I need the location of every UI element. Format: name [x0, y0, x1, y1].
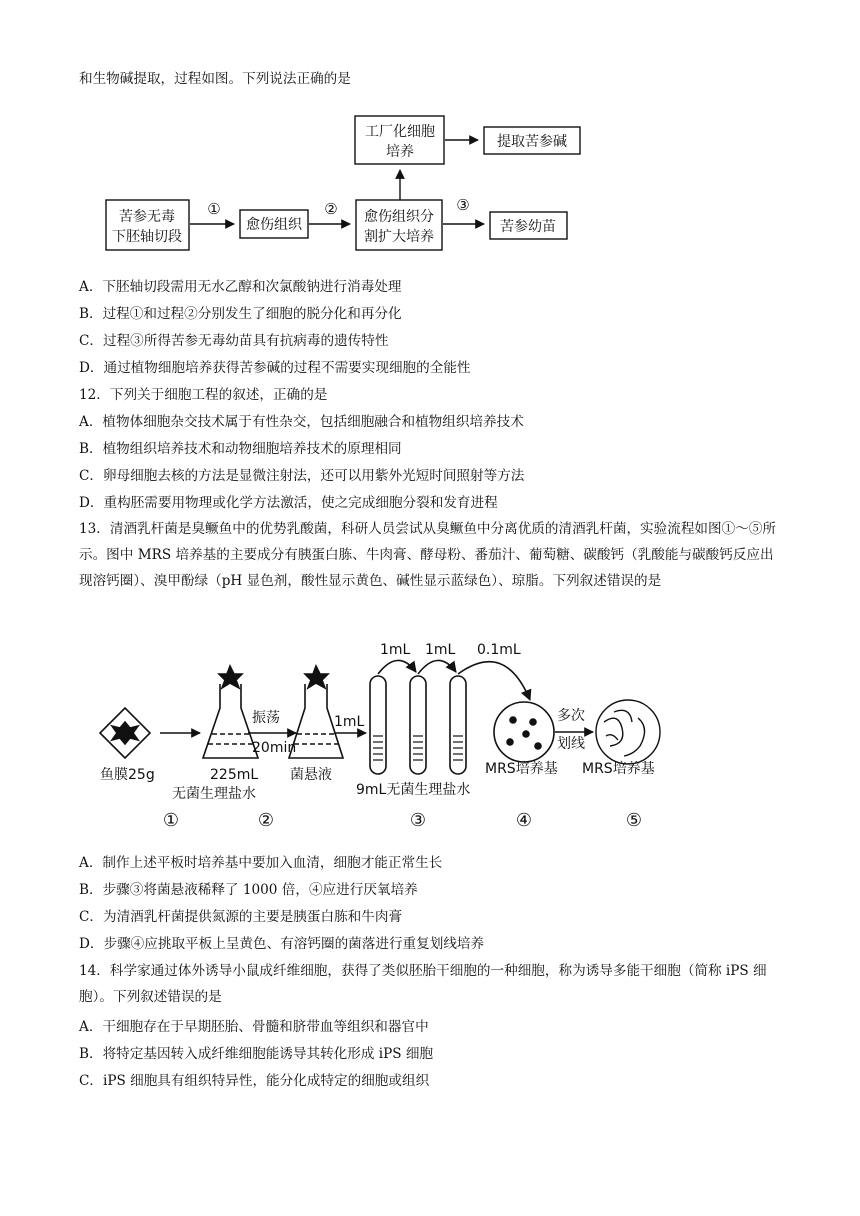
box-factory-line1: 工厂化细胞 — [365, 124, 435, 140]
tubes-saline-label: 9mL无菌生理盐水 — [356, 782, 471, 798]
shake-label-2: 20min — [252, 740, 297, 756]
q13-option-d: D．步骤④应挑取平板上呈黄色、有溶钙圈的菌落进行重复划线培养 — [79, 936, 485, 952]
q11-option-d: D．通过植物细胞培养获得苦参碱的过程不需要实现细胞的全能性 — [79, 360, 471, 376]
q11-option-b: B．过程①和过程②分别发生了细胞的脱分化和再分化 — [79, 306, 402, 322]
transfer-1-label: 1mL — [334, 714, 365, 730]
q12-stem: 12．下列关于细胞工程的叙述，正确的是 — [79, 387, 328, 403]
bacteria-isolation-diagram — [0, 636, 860, 836]
q13-option-b: B．步骤③将菌悬液稀释了 1000 倍，④应进行厌氧培养 — [79, 882, 418, 898]
q14-option-c: C．iPS 细胞具有组织特异性，能分化成特定的细胞或组织 — [79, 1073, 430, 1089]
flask-1-icon — [203, 666, 258, 758]
q12-option-b: B．植物组织培养技术和动物细胞培养技术的原理相同 — [79, 441, 402, 457]
box-expand-line2: 割扩大培养 — [364, 229, 434, 245]
step-label-3: ③ — [409, 810, 427, 831]
tube-transfer-2-label: 1mL — [425, 642, 456, 658]
fish-membrane-icon — [100, 708, 150, 758]
streak-label-1: 多次 — [557, 708, 585, 724]
box-start-line1: 苦参无毒 — [119, 209, 175, 225]
q14-option-b: B．将特定基因转入成纤维细胞能诱导其转化形成 iPS 细胞 — [79, 1046, 434, 1062]
plate-1-label: MRS培养基 — [485, 761, 558, 777]
flask-1-volume: 225mL — [210, 767, 259, 783]
fish-label: 鱼膜25g — [100, 767, 155, 783]
mrs-plate-1-icon — [494, 702, 554, 762]
step-3-label: ③ — [456, 196, 470, 214]
tube-1 — [370, 676, 386, 774]
tube-3 — [450, 676, 466, 774]
box-start-line2: 下胚轴切段 — [112, 229, 182, 245]
saline-label: 无菌生理盐水 — [172, 786, 256, 802]
flask-2-label: 菌悬液 — [290, 767, 332, 783]
box-callus-label: 愈伤组织 — [246, 217, 302, 233]
step-label-2: ② — [257, 810, 275, 831]
step-label-1: ① — [162, 810, 180, 831]
step-2-label: ② — [324, 200, 338, 218]
shake-label-1: 振荡 — [252, 710, 280, 726]
step-1-label: ① — [207, 200, 221, 218]
transfer-arrow-2 — [418, 660, 456, 674]
tube-transfer-1-label: 1mL — [380, 642, 411, 658]
flask-2-icon — [289, 666, 343, 758]
q12-option-c: C．卵母细胞去核的方法是显微注射法，还可以用紫外光短时间照射等方法 — [79, 468, 525, 484]
plate-2-label: MRS培养基 — [582, 761, 655, 777]
q12-option-a: A．植物体细胞杂交技术属于有性杂交，包括细胞融合和植物组织培养技术 — [79, 414, 524, 430]
mrs-plate-2-icon — [596, 700, 660, 764]
tube-2 — [410, 676, 426, 774]
q13-option-a: A．制作上述平板时培养基中要加入血清，细胞才能正常生长 — [79, 855, 443, 871]
transfer-arrow-3 — [458, 662, 530, 700]
streak-label-2: 划线 — [557, 736, 585, 752]
transfer-arrow-1 — [378, 660, 416, 674]
box-seedling-label: 苦参幼苗 — [500, 219, 556, 235]
box-extract-label: 提取苦参碱 — [497, 134, 567, 150]
q14-option-a: A．干细胞存在于早期胚胎、骨髓和脐带血等组织和器官中 — [79, 1019, 429, 1035]
q13-stem: 13．清酒乳杆菌是臭鳜鱼中的优势乳酸菌，科研人员尝试从臭鳜鱼中分离优质的清酒乳杆菌，实验流程如图①～⑤所示。图中 MRS 培养基的主要成分有胰蛋白胨、牛肉膏、酵母粉、番茄汁、葡萄糖、碳酸钙（乳酸能与碳酸钙反应出现溶钙圈）、溴甲酚绿（pH 显色剂，酸性显示黄色、碱性显示蓝绿色）、琼脂。下列叙述错误的是 — [79, 521, 776, 589]
box-expand-line1: 愈伤组织分 — [364, 209, 434, 225]
q11-option-a: A．下胚轴切段需用无水乙醇和次氯酸钠进行消毒处理 — [79, 279, 402, 295]
box-factory-line2: 培养 — [386, 144, 414, 160]
intro-text: 和生物碱提取，过程如图。下列说法正确的是 — [79, 71, 351, 87]
step-label-4: ④ — [515, 810, 533, 831]
step-label-5: ⑤ — [625, 810, 643, 831]
q11-option-c: C．过程③所得苦参无毒幼苗具有抗病毒的遗传特性 — [79, 333, 389, 349]
q14-stem: 14．科学家通过体外诱导小鼠成纤维细胞，获得了类似胚胎干细胞的一种细胞，称为诱导多能干细胞（简称 iPS 细胞）。下列叙述错误的是 — [79, 963, 767, 1005]
q13-option-c: C．为清酒乳杆菌提供氮源的主要是胰蛋白胨和牛肉膏 — [79, 909, 403, 925]
q12-option-d: D．重构胚需要用物理或化学方法激活，使之完成细胞分裂和发育进程 — [79, 495, 498, 511]
tube-transfer-3-label: 0.1mL — [477, 642, 521, 658]
